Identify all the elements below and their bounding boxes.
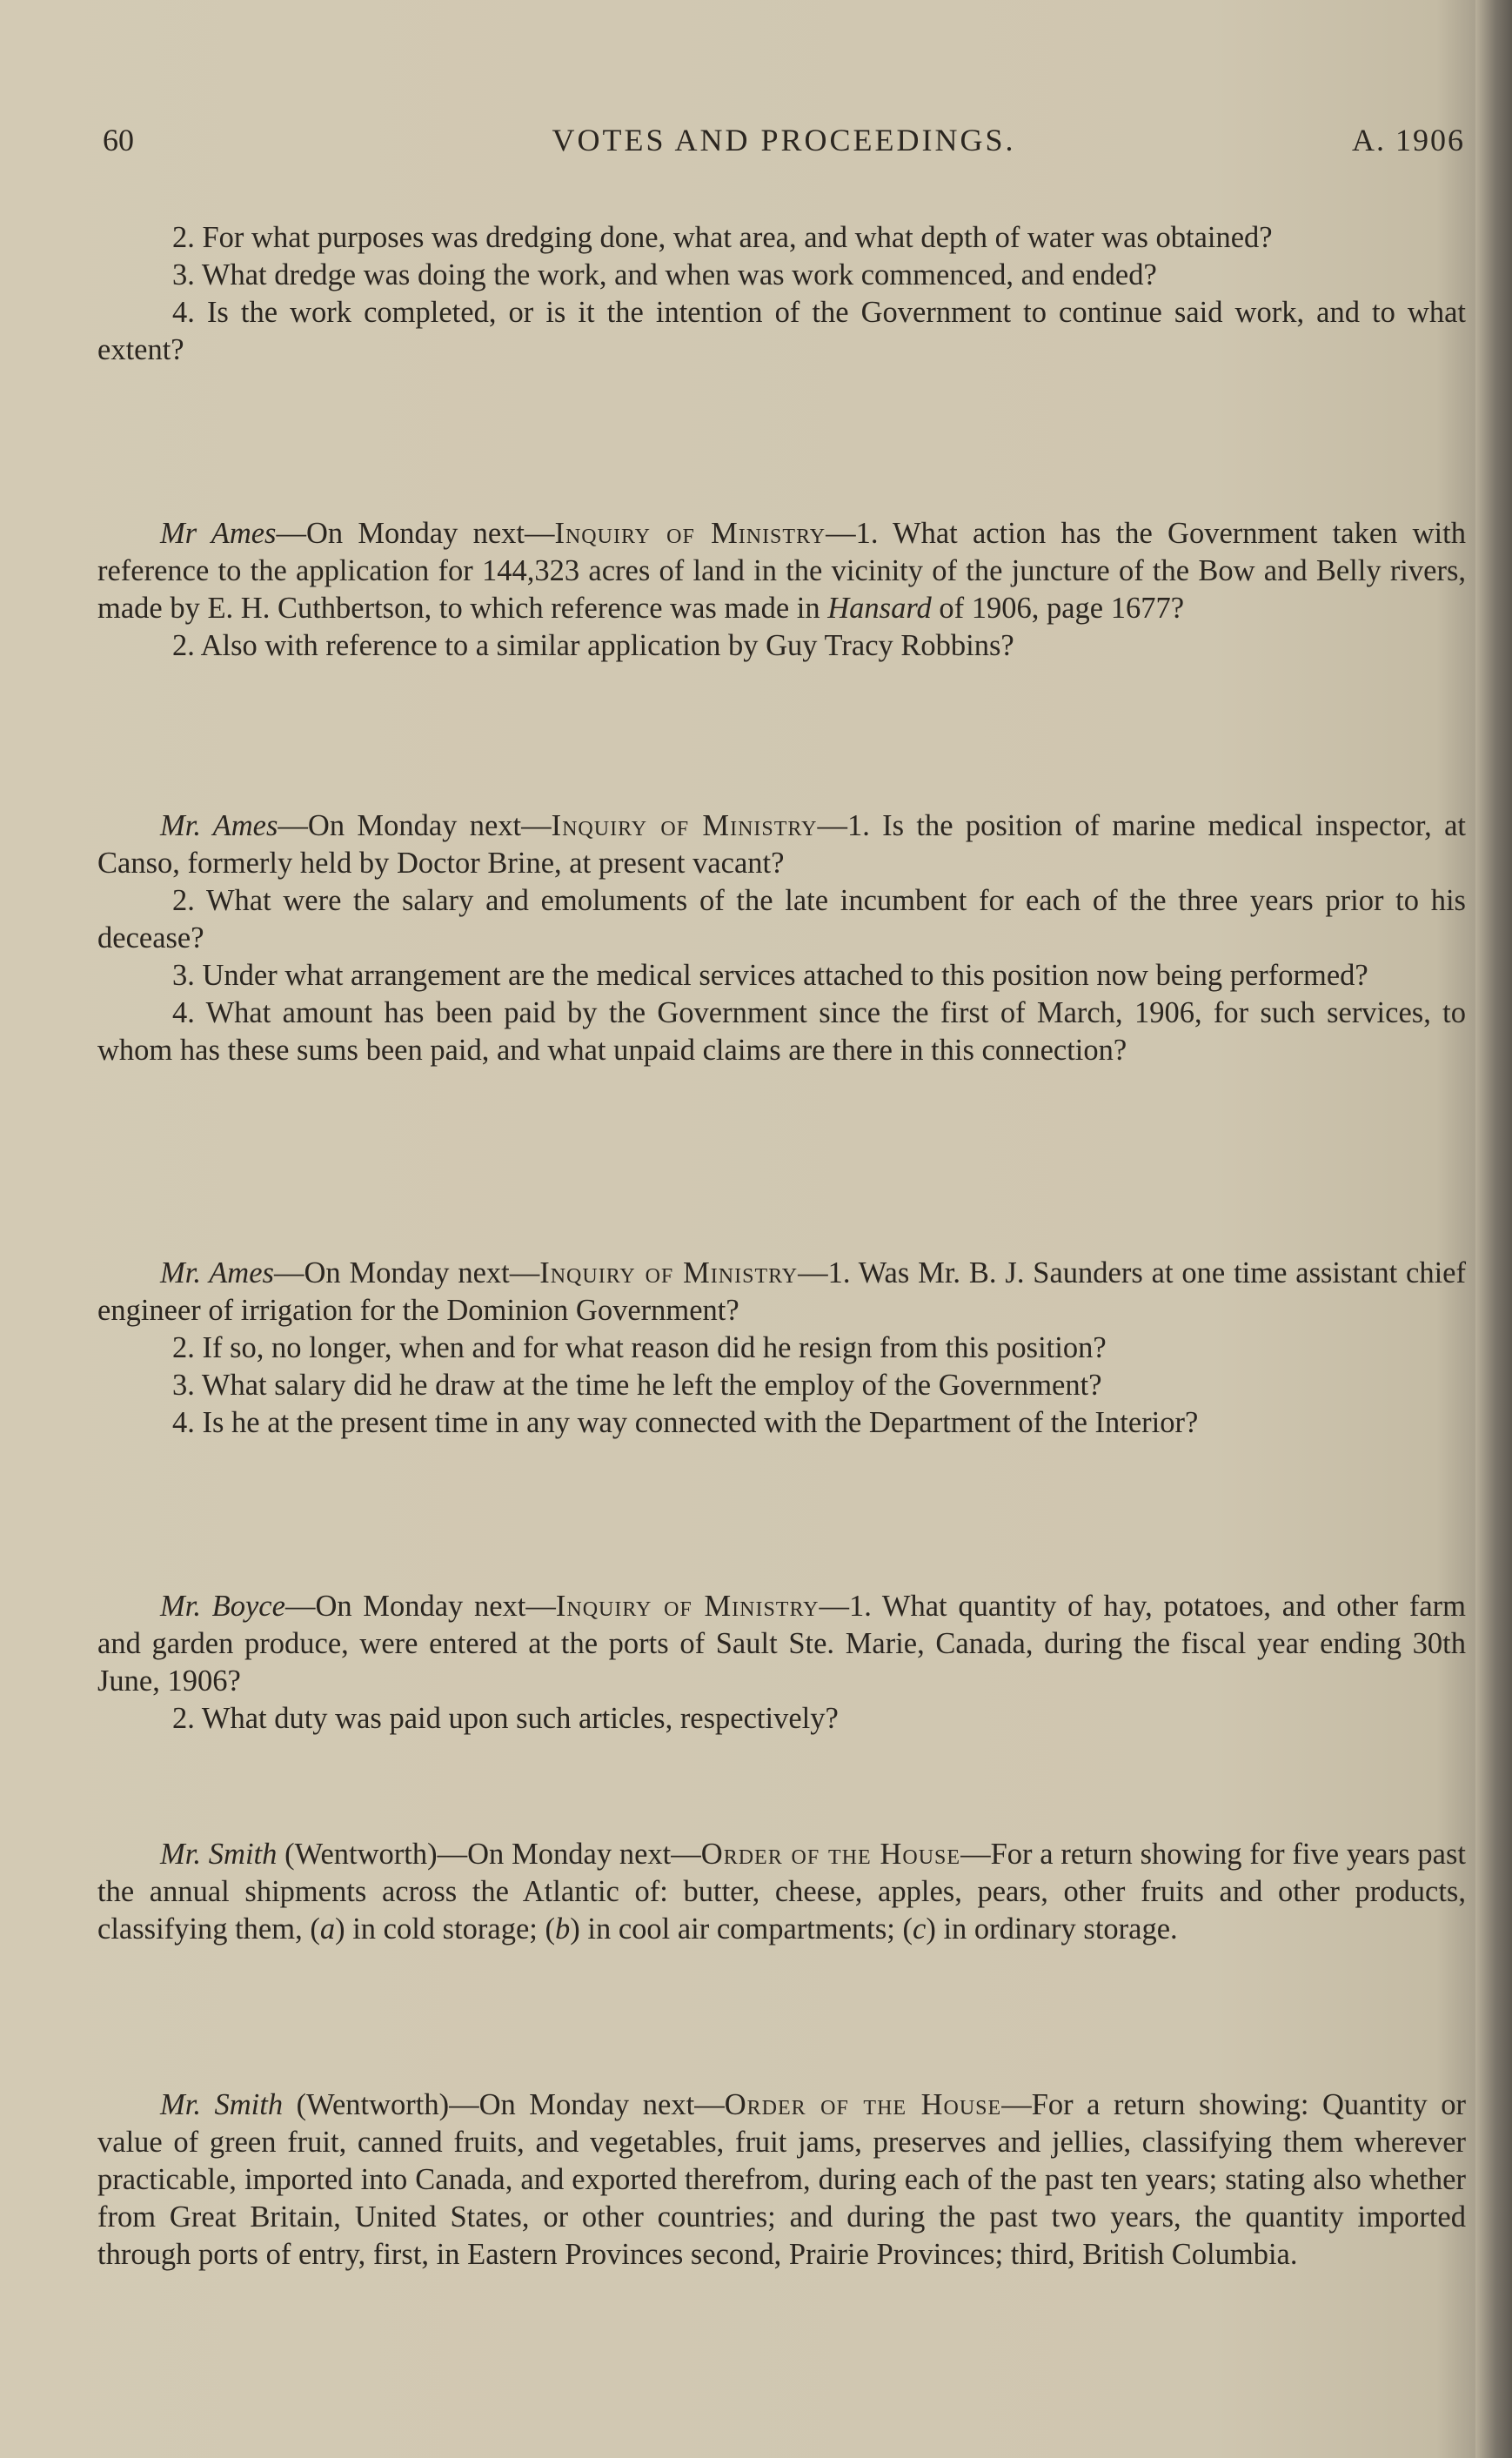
question: 3. What dredge was doing the work, and when was work commenced, and ended? bbox=[172, 258, 1157, 291]
question: 2. If so, no longer, when and for what reason did he resign from this position? bbox=[172, 1331, 1107, 1364]
order-paragraph: Mr. Smith (Wentworth)—On Monday next—Order of the House—For a return showing for five years past the annual shipments across the Atlantic of: butter, cheese, apples, pears, other fruits and other products, classifying them, (a) in cold storage; (b) in cool air compartments; (c) in ordinary storage. bbox=[97, 1838, 1467, 1946]
inquiry-ames-saunders bbox=[97, 1255, 1466, 1442]
page-header bbox=[103, 122, 1465, 165]
book-spine-shadow bbox=[1475, 0, 1512, 2458]
member-name: Mr. Ames bbox=[160, 1256, 274, 1289]
inquiry-paragraph: Mr Ames—On Monday next—Inquiry of Ministry—1. What action has the Government taken with reference to the application for 144,323 acres of land in the vicinity of the juncture of the Bow and Belly rivers, made by E. H. Cuthbertson, to which reference was made in Hansard of 1906, page 1677? bbox=[97, 517, 1466, 625]
motion-type: Order of the House bbox=[724, 2088, 1002, 2121]
question: 2. What were the salary and emoluments of the late incumbent for each of the three years prior to his decease? bbox=[97, 884, 1466, 954]
question: 4. Is he at the present time in any way connected with the Department of the Interior? bbox=[172, 1406, 1199, 1439]
question: 3. Under what arrangement are the medical services attached to this position now being performed? bbox=[172, 959, 1368, 992]
member-name: Mr. Ames bbox=[160, 809, 278, 842]
inquiry-ames-canso bbox=[97, 807, 1466, 1069]
order-smith-fruit bbox=[97, 2086, 1466, 2274]
member-name: Mr. Smith bbox=[160, 1838, 278, 1871]
motion-type: Inquiry of Ministry bbox=[554, 517, 826, 550]
motion-type: Order of the House bbox=[700, 1838, 961, 1871]
inquiry-paragraph: Mr. Ames—On Monday next—Inquiry of Ministry—1. Is the position of marine medical inspector, at Canso, formerly held by Doctor Brine, at present vacant? bbox=[97, 809, 1466, 880]
member-name: Mr Ames bbox=[160, 517, 277, 550]
member-name: Mr. Smith bbox=[160, 2088, 284, 2121]
question: 2. Also with reference to a similar application by Guy Tracy Robbins? bbox=[172, 629, 1014, 662]
running-title: VOTES AND PROCEEDINGS. bbox=[552, 123, 1016, 157]
motion-type: Inquiry of Ministry bbox=[551, 809, 818, 842]
member-name: Mr. Boyce bbox=[160, 1590, 285, 1623]
page-number: 60 bbox=[103, 123, 134, 157]
motion-type: Inquiry of Ministry bbox=[539, 1256, 799, 1289]
order-smith-shipments bbox=[97, 1836, 1466, 1948]
question: 4. Is the work completed, or is it the intention of the Government to continue said work, and to what extent? bbox=[97, 296, 1466, 366]
inquiry-boyce bbox=[97, 1588, 1466, 1738]
motion-type: Inquiry of Ministry bbox=[555, 1590, 820, 1623]
continued-inquiry bbox=[97, 219, 1466, 369]
hansard-ref: Hansard bbox=[827, 592, 932, 625]
question: 2. What duty was paid upon such articles, respectively? bbox=[172, 1702, 839, 1735]
question: 2. For what purposes was dredging done, what area, and what depth of water was obtained? bbox=[172, 221, 1273, 254]
session-year: A. 1906 bbox=[1352, 123, 1465, 157]
question: 3. What salary did he draw at the time he left the employ of the Government? bbox=[172, 1369, 1102, 1402]
inquiry-ames-land bbox=[97, 515, 1466, 665]
inquiry-paragraph: Mr. Boyce—On Monday next—Inquiry of Ministry—1. What quantity of hay, potatoes, and other farm and garden produce, were entered at the ports of Sault Ste. Marie, Canada, during the fiscal year ending 30th June, 1906? bbox=[97, 1590, 1466, 1698]
inquiry-paragraph: Mr. Ames—On Monday next—Inquiry of Ministry—1. Was Mr. B. J. Saunders at one time assistant chief engineer of irrigation for the Dominion Government? bbox=[97, 1256, 1466, 1327]
question: 4. What amount has been paid by the Government since the first of March, 1906, for such services, to whom has these sums been paid, and what unpaid claims are there in this connection? bbox=[97, 996, 1466, 1067]
order-paragraph: Mr. Smith (Wentworth)—On Monday next—Order of the House—For a return showing: Quantity or value of green fruit, canned fruits, and vegetables, fruit jams, preserves and jellies, classifying them wherever practicable, imported into Canada, and exported therefrom, during each of the past ten years; stating also whether from Great Britain, United States, or other countries; and during the past two years, the quantity imported through ports of entry, first, in Eastern Provinces second, Prairie Provinces; third, British Columbia. bbox=[97, 2088, 1467, 2271]
